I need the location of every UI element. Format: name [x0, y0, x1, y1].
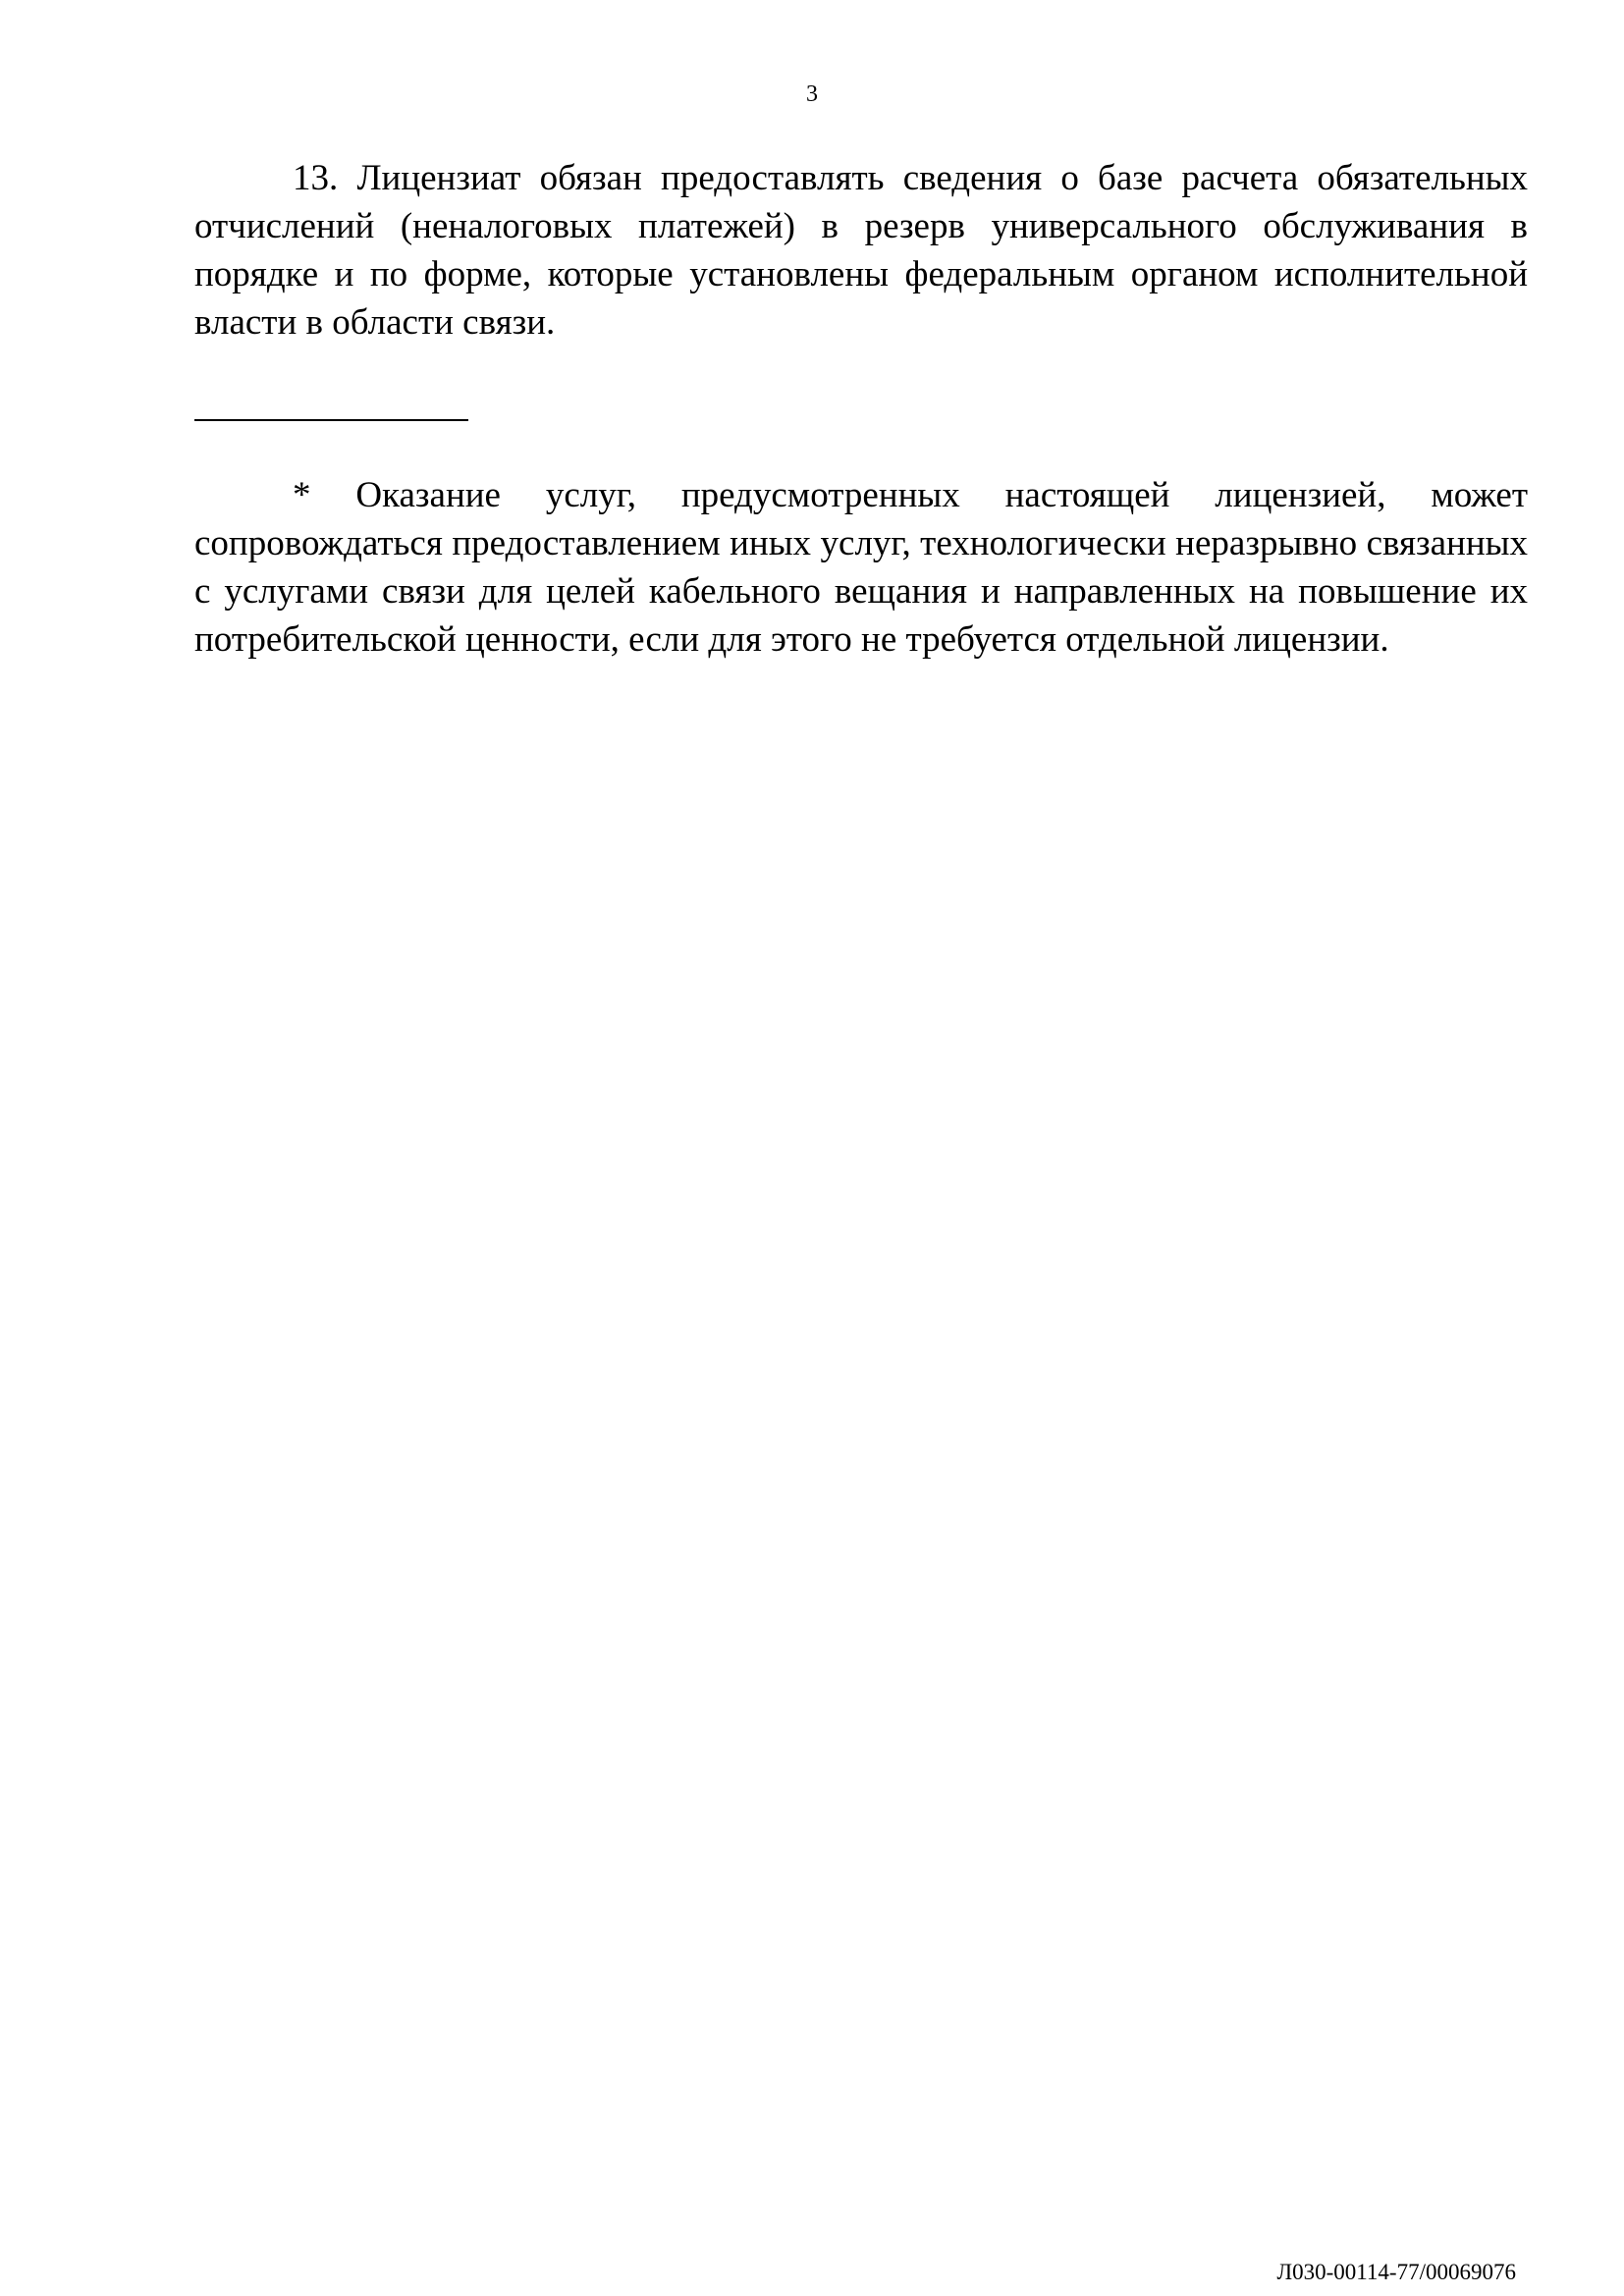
footnote-separator [194, 419, 468, 421]
clause-13-paragraph: 13. Лицензиат обязан предоставлять сведения о базе расчета обязательных отчислений (неналоговых платежей) в резерв универсального обслуживания в порядке и по форме, которые установлены федеральным органом исполнительной власти в области связи. [194, 158, 1528, 343]
footnote-paragraph: * Оказание услуг, предусмотренных настоящей лицензией, может сопровождаться предоставлением иных услуг, технологически неразрывно связанных с услугами связи для целей кабельного вещания и направленных на повышение их потребительской ценности, если для этого не требуется отдельной лицензии. [194, 475, 1528, 660]
page-number: 3 [806, 81, 818, 107]
document-code: Л030-00114-77/00069076 [1276, 2260, 1516, 2284]
